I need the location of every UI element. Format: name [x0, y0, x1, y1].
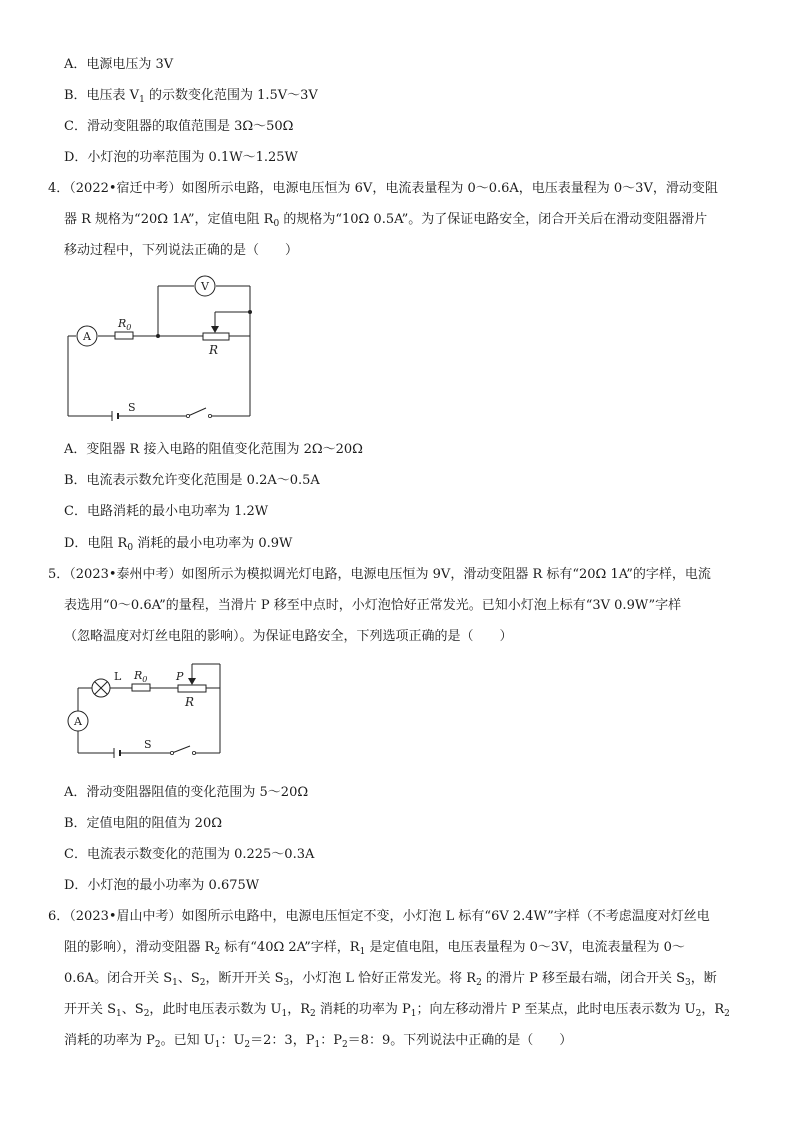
- junction-dot: [248, 310, 252, 314]
- rheostat-label: R: [209, 343, 219, 357]
- switch-contact-icon: [186, 414, 189, 417]
- ammeter-label: A: [83, 330, 91, 343]
- q5-option-a: A．滑动变阻器阻值的变化范围为 5～20Ω: [64, 785, 309, 800]
- rheostat-icon: [178, 685, 206, 692]
- q6-stem-line1: 6．（2023•眉山中考）如图所示电路中，电源电压恒定不变，小灯泡 L 标有“6V 2.4W”字样（不考虑温度对灯丝电: [48, 909, 710, 924]
- q6-stem-line2: 阻的影响），滑动变阻器 $R_2$ 标有“40Ω 2A”字样，$R_1$ 是定值电阻，电压表量程为 0～3V，电流表量程为 0～: [64, 940, 685, 957]
- switch-label: S: [128, 401, 136, 414]
- resistor-r0-label: $R_0$: [134, 669, 148, 684]
- q3-option-c: C．滑动变阻器的取值范围是 3Ω～50Ω: [64, 119, 294, 134]
- switch-contact-icon: [170, 751, 173, 754]
- q5-circuit-diagram: [62, 658, 232, 763]
- q5-option-b: B．定值电阻的阻值为 20Ω: [64, 816, 223, 831]
- q5-stem-line2: 表选用“0～0.6A”的量程，当滑片 P 移至中点时，小灯泡恰好正常发光。已知小灯泡上标有“3V 0.9W”字样: [64, 598, 682, 613]
- slider-arrow-icon: [188, 678, 196, 685]
- q5-option-d: D．小灯泡的最小功率为 0.675W: [64, 878, 260, 893]
- junction-dot: [156, 334, 160, 338]
- rheostat-label: R: [185, 695, 195, 709]
- q3-option-d: D．小灯泡的功率范围为 0.1W～1.25W: [64, 150, 298, 165]
- q6-stem-line5: 消耗的功率为 $P_2$。已知 $U_1$：$U_2=2$：3，$P_1$：$P_2=8$：9。下列说法中正确的是（ ）: [64, 1033, 573, 1050]
- switch-label: S: [144, 738, 152, 751]
- resistor-r0-icon: [115, 332, 133, 339]
- q4-stem-line2: 器 R 规格为“20Ω 1A”，定值电阻 $R_0$ 的规格为“10Ω 0.5A”。为了保证电路安全，闭合开关后在滑动变阻器滑片: [64, 212, 708, 229]
- ammeter-label: A: [74, 715, 82, 728]
- q4-option-d: D．电阻 $R_0$ 消耗的最小电功率为 0.9W: [64, 536, 293, 553]
- resistor-r0-label: $R_0$: [118, 317, 132, 332]
- q5-option-c: C．电流表示数变化的范围为 0.225～0.3A: [64, 847, 315, 862]
- rheostat-icon: [203, 333, 229, 340]
- lamp-label: L: [114, 670, 122, 683]
- q4-option-c: C．电路消耗的最小电功率为 1.2W: [64, 504, 269, 519]
- q4-stem-line3: 移动过程中，下列说法正确的是（ ）: [64, 243, 299, 258]
- slider-label: P: [176, 670, 184, 683]
- q6-stem-line3: 0.6A。闭合开关 $S_1$、$S_2$，断开开关 $S_3$，小灯泡 L 恰好正常发光。将 $R_2$ 的滑片 P 移至最右端，闭合开关 $S_3$，断: [64, 971, 717, 988]
- q5-stem-line3: （忽略温度对灯丝电阻的影响）。为保证电路安全，下列选项正确的是（ ）: [64, 629, 513, 644]
- q6-stem-line4: 开开关 $S_1$、$S_2$，此时电压表示数为 $U_1$，$R_2$ 消耗的功率为 $P_1$；向左移动滑片 P 至某点，此时电压表示数为 $U_2$，$R_2$: [64, 1002, 730, 1019]
- q4-circuit-diagram: [60, 270, 270, 425]
- resistor-r0-icon: [132, 684, 150, 691]
- q3-option-a: A．电源电压为 3V: [64, 57, 174, 72]
- switch-contact-icon: [208, 414, 211, 417]
- q4-stem-line1: 4．（2022•宿迁中考）如图所示电路，电源电压恒为 6V，电流表量程为 0～0.6A，电压表量程为 0～3V，滑动变阻: [48, 181, 718, 196]
- q3-option-b: B．电压表 $V_1$ 的示数变化范围为 1.5V～3V: [64, 88, 318, 105]
- q5-stem-line1: 5．（2023•泰州中考）如图所示为模拟调光灯电路，电源电压恒为 9V，滑动变阻器 R 标有“20Ω 1A”的字样，电流: [48, 567, 711, 582]
- slider-arrow-icon: [211, 326, 219, 333]
- voltmeter-label: V: [201, 280, 209, 293]
- q4-option-a: A．变阻器 R 接入电路的阻值变化范围为 2Ω～20Ω: [64, 442, 363, 457]
- q4-option-b: B．电流表示数允许变化范围是 0.2A～0.5A: [64, 473, 320, 488]
- switch-contact-icon: [192, 751, 195, 754]
